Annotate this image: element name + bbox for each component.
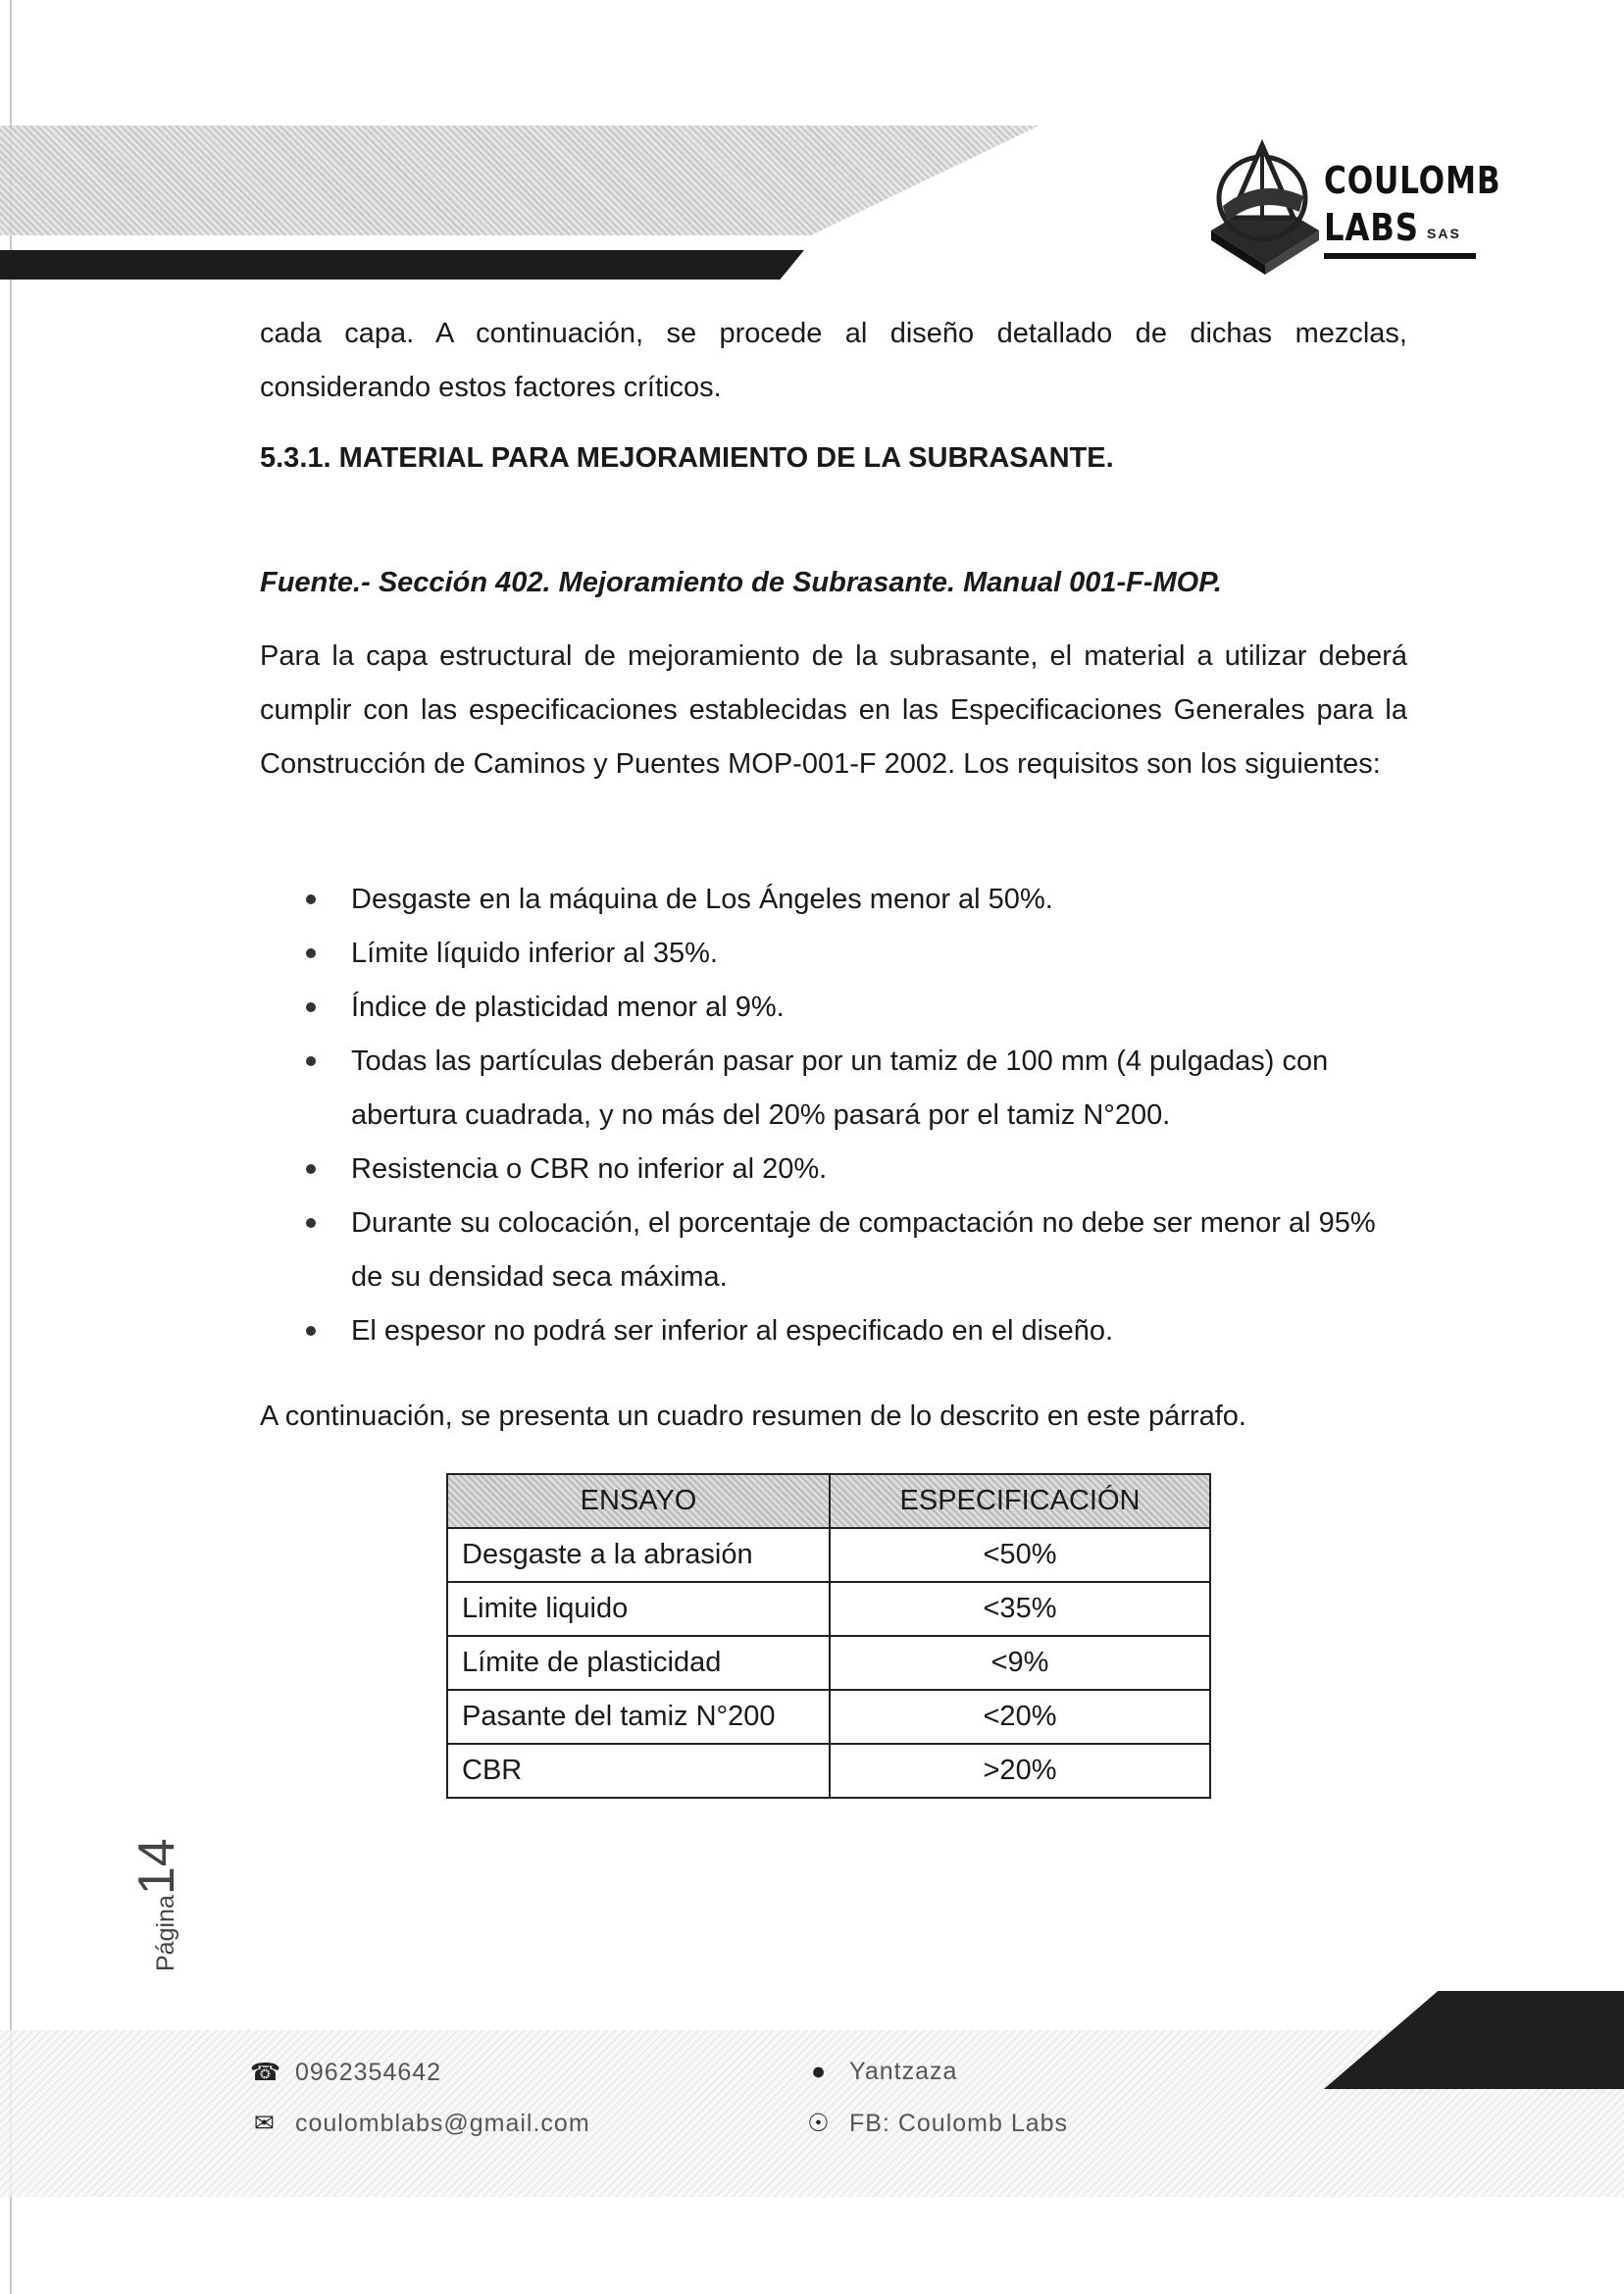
requirements-paragraph: Para la capa estructural de mejoramiento de la subrasante, el material a utilizar deberá cumplir con las especificaciones establecidas en las Especificaciones Generales para la Construcción de Caminos y Puentes MOP-001-F 2002. Los requisitos son los siguientes: <box>260 640 1407 780</box>
header-dark-bar <box>0 250 804 280</box>
list-item: Índice de plasticidad menor al 9%. <box>294 981 1407 1035</box>
spec-cell: >20% <box>830 1744 1210 1798</box>
phone-icon: ☎ <box>250 2059 282 2086</box>
bullet-icon <box>306 948 316 958</box>
logo-suffix: SAS <box>1427 226 1461 241</box>
footer-phone: ☎ 0962354642 <box>250 2059 442 2086</box>
spec-cell: <50% <box>830 1528 1210 1582</box>
bullet-icon <box>306 1218 316 1228</box>
bullet-icon <box>306 1164 316 1174</box>
test-cell: Desgaste a la abrasión <box>447 1528 830 1582</box>
logo-text-line1: COULOMB <box>1324 159 1501 202</box>
page-number <box>127 1838 186 1971</box>
header-ensayo: ENSAYO <box>447 1474 830 1528</box>
list-item: Límite líquido inferior al 35%. <box>294 927 1407 981</box>
globe-icon: ☉ <box>807 2110 831 2137</box>
table-row <box>447 1690 1210 1744</box>
bullet-icon <box>306 894 316 904</box>
table-row <box>447 1528 1210 1582</box>
footer-location: ● Yantzaza <box>804 2058 957 2086</box>
location-pin-icon: ● <box>810 2058 828 2085</box>
header-especificacion: ESPECIFICACIÓN <box>830 1474 1210 1528</box>
requirements-list <box>294 873 1407 1358</box>
mail-icon: ✉ <box>254 2110 276 2137</box>
test-cell: Limite liquido <box>447 1582 830 1636</box>
header-hatched-band <box>0 126 1040 235</box>
bullet-icon <box>306 1002 316 1012</box>
list-item: Desgaste en la máquina de Los Ángeles menor al 50%. <box>294 873 1407 927</box>
section-heading: 5.3.1. MATERIAL PARA MEJORAMIENTO DE LA SUBRASANTE. <box>260 442 1114 474</box>
test-cell: CBR <box>447 1744 830 1798</box>
spec-cell: <20% <box>830 1690 1210 1744</box>
company-logo <box>1201 127 1501 275</box>
bullet-icon <box>306 1056 316 1066</box>
logo-text-line2: LABS <box>1324 206 1419 249</box>
logo-underline <box>1324 253 1476 259</box>
source-reference: Fuente.- Sección 402. Mejoramiento de Subrasante. Manual 001-F-MOP. <box>260 567 1222 598</box>
spec-cell: <35% <box>830 1582 1210 1636</box>
spec-cell: <9% <box>830 1636 1210 1690</box>
footer-facebook: ☉ FB: Coulomb Labs <box>804 2109 1068 2138</box>
table-row <box>447 1582 1210 1636</box>
list-item: El espesor no podrá ser inferior al especificado en el diseño. <box>294 1304 1407 1358</box>
logo-pyramid-icon <box>1201 127 1329 275</box>
list-item: Resistencia o CBR no inferior al 20%. <box>294 1143 1407 1197</box>
table-intro: A continuación, se presenta un cuadro resumen de lo descrito en este párrafo. <box>260 1401 1246 1432</box>
page-number-value: 14 <box>128 1838 185 1896</box>
footer-email: ✉ coulomblabs@gmail.com <box>250 2109 590 2138</box>
list-item: Durante su colocación, el porcentaje de compactación no debe ser menor al 95% de su densidad seca máxima. <box>294 1197 1407 1304</box>
table-row <box>447 1636 1210 1690</box>
list-item: Todas las partículas deberán pasar por un tamiz de 100 mm (4 pulgadas) con abertura cuadrada, y no más del 20% pasará por el tamiz N°200. <box>294 1035 1407 1143</box>
test-cell: Límite de plasticidad <box>447 1636 830 1690</box>
table-row <box>447 1744 1210 1798</box>
page-edge-line <box>10 0 12 2294</box>
page-label: Página <box>152 1895 179 1971</box>
bullet-icon <box>306 1326 316 1336</box>
test-cell: Pasante del tamiz N°200 <box>447 1690 830 1744</box>
table-header-row <box>447 1474 1210 1528</box>
intro-paragraph: cada capa. A continuación, se procede al diseño detallado de dichas mezclas, considerando estos factores críticos. <box>260 318 1407 403</box>
specification-table <box>446 1473 1211 1799</box>
